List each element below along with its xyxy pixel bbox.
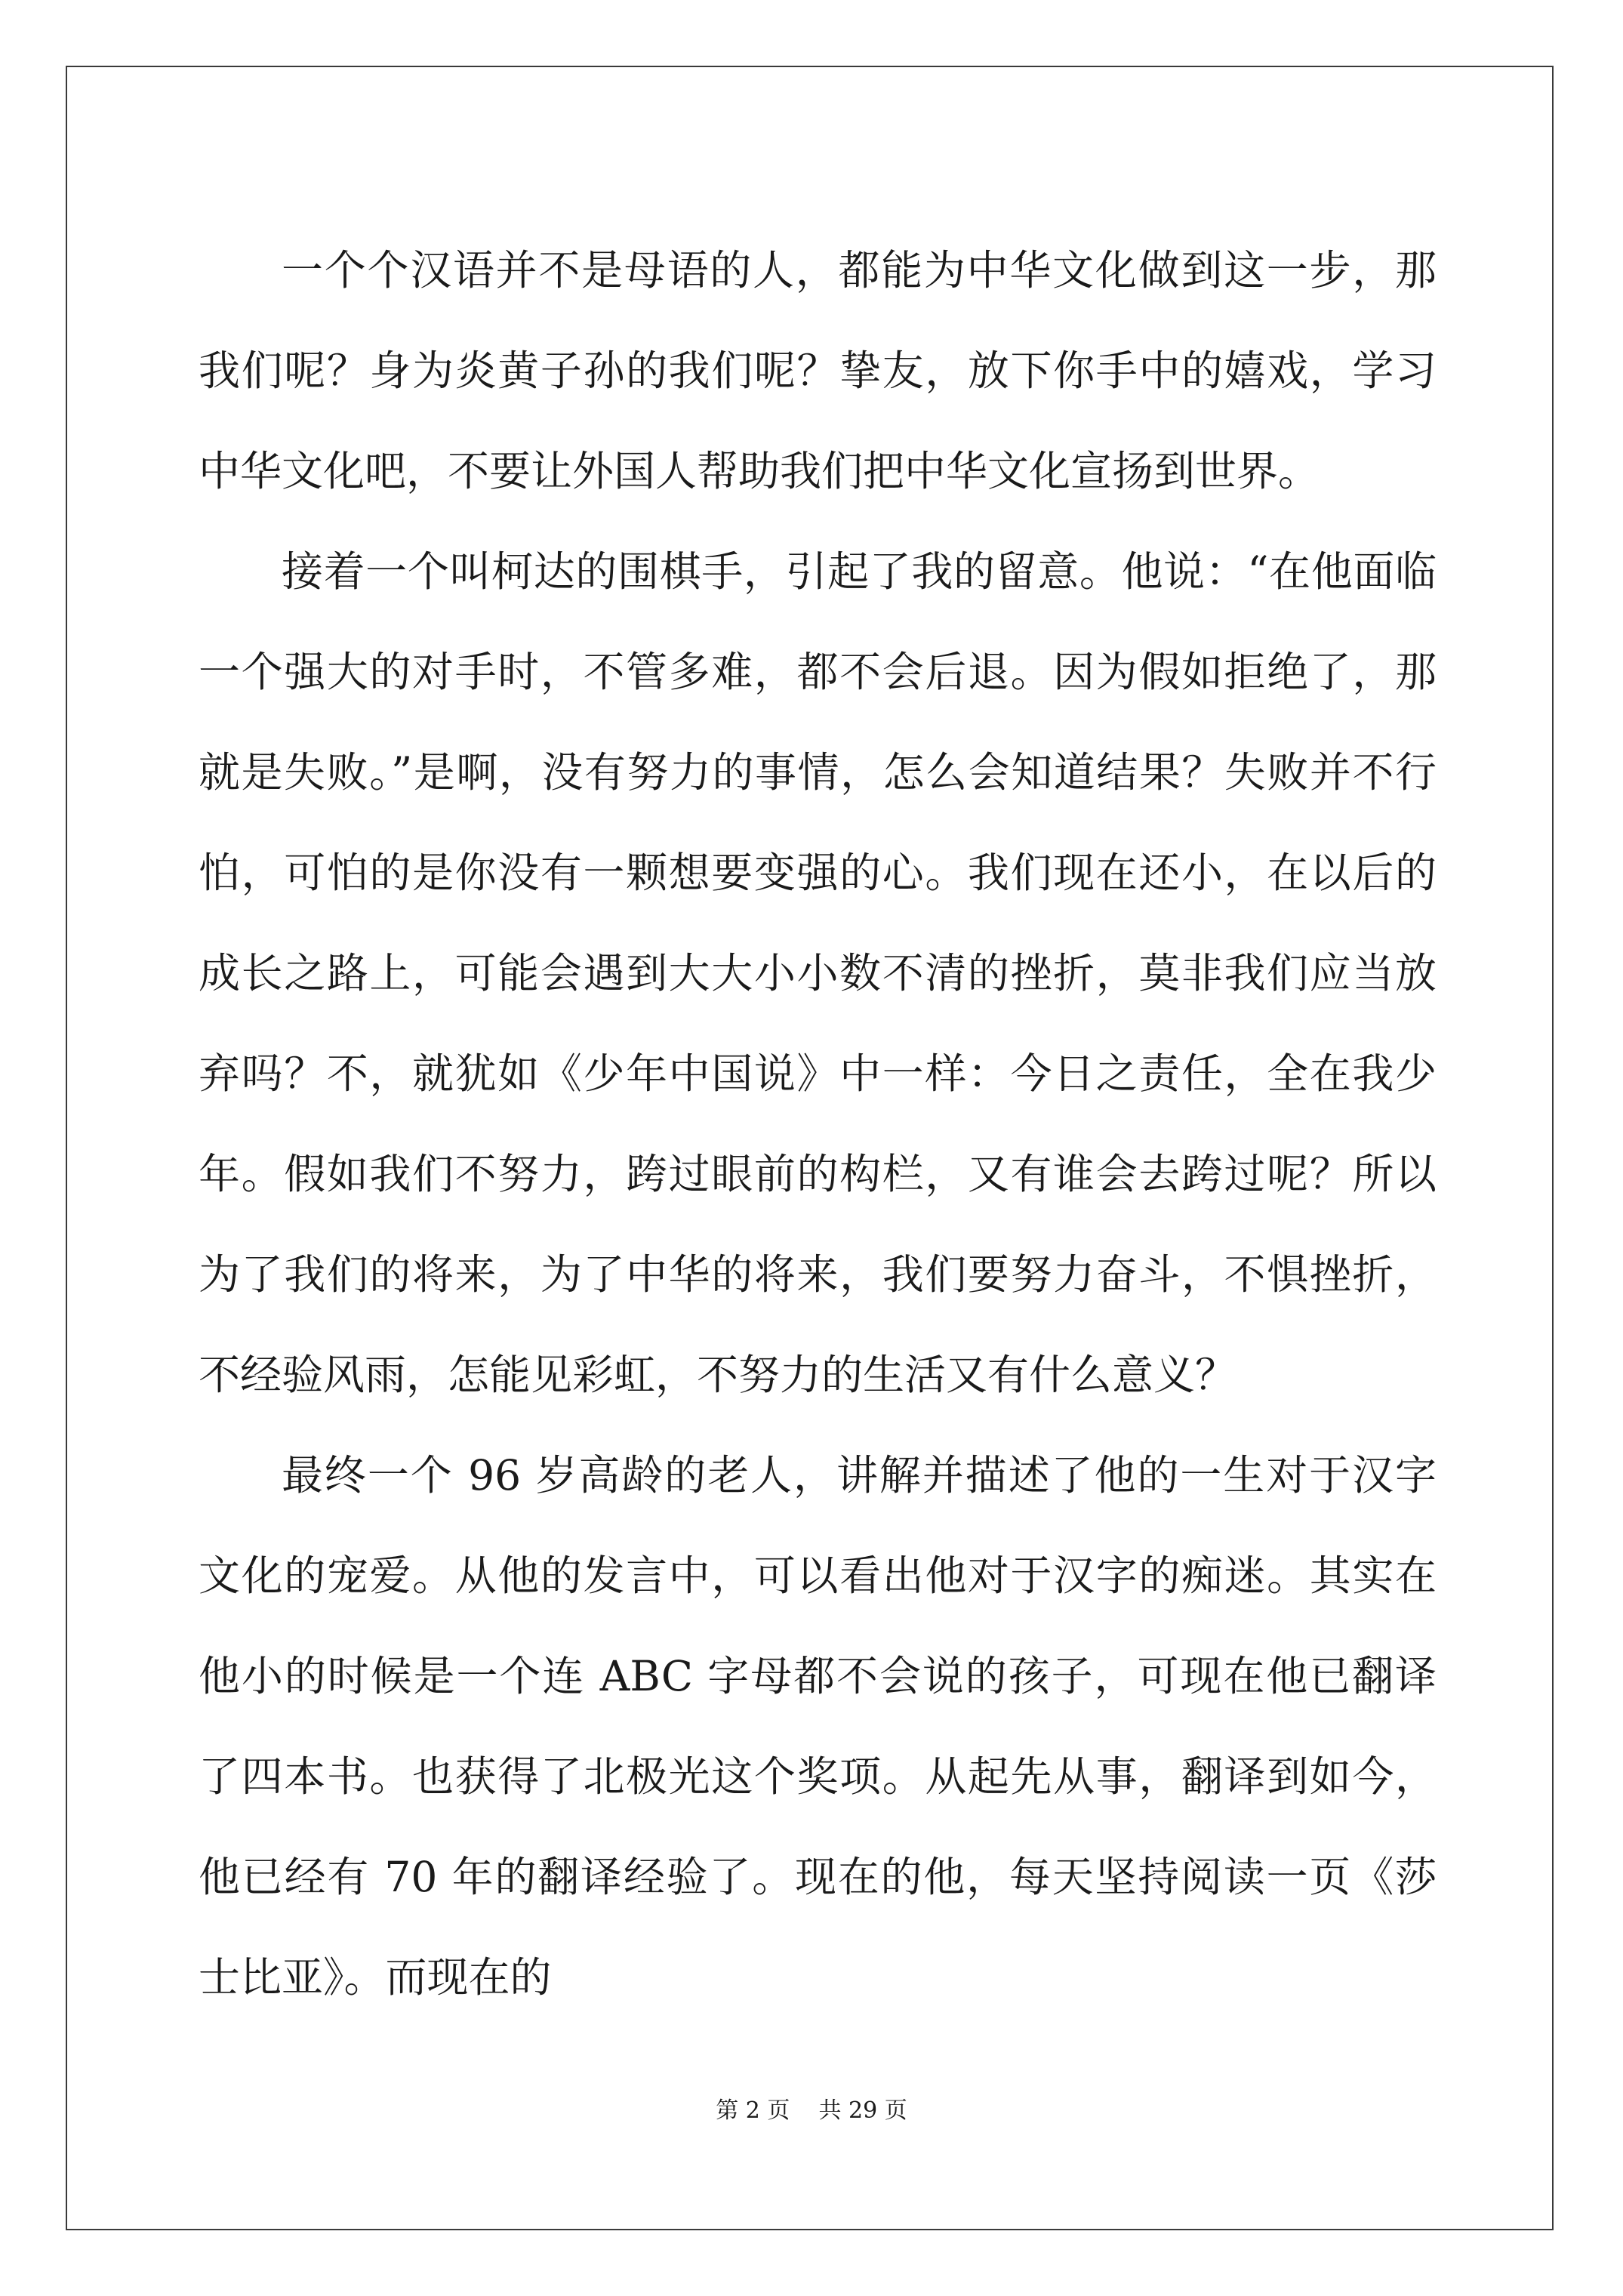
paragraph: 一个个汉语并不是母语的人，都能为中华文化做到这一步，那我们呢？身为炎黄子孙的我们呢？挚友，放下你手中的嬉戏，学习中华文化吧，不要让外国人帮助我们把中华文化宣扬到世界。 [199, 246, 1437, 495]
paragraph: 接着一个叫柯达的围棋手，引起了我的留意。他说：“在他面临一个强大的对手时，不管多难，都不会后退。因为假如拒绝了，那就是失败。”是啊，没有努力的事情，怎么会知道结果？失败并不行怕，可怕的是你没有一颗想要变强的心。我们现在还小，在以后的成长之路上，可能会遇到大大小小数不清的挫折，莫非我们应当放弃吗？不，就犹如《少年中国说》中一样：今日之责任，全在我少年。假如我们不努力，跨过眼前的构栏，又有谁会去跨过呢？所以为了我们的将来，为了中华的将来，我们要努力奋斗，不惧挫折，不经验风雨，怎能见彩虹，不努力的生活又有什么意义？ [199, 547, 1437, 1399]
document-body [199, 220, 1437, 2028]
page-footer: 第 2 页 共 29 页 [716, 2097, 907, 2124]
paragraph: 最终一个 96 岁高龄的老人，讲解并描述了他的一生对于汉字文化的宠爱。从他的发言中，可以看出他对于汉字的痴迷。其实在他小的时候是一个连 ABC 字母都不会说的孩子，可现在他已翻译了四本书。也获得了北极光这个奖项。从起先从事，翻译到如今，他已经有 70 年的翻译经验了。现在的他，每天坚持阅读一页《莎士比亚》。而现在的 [199, 1451, 1437, 2002]
